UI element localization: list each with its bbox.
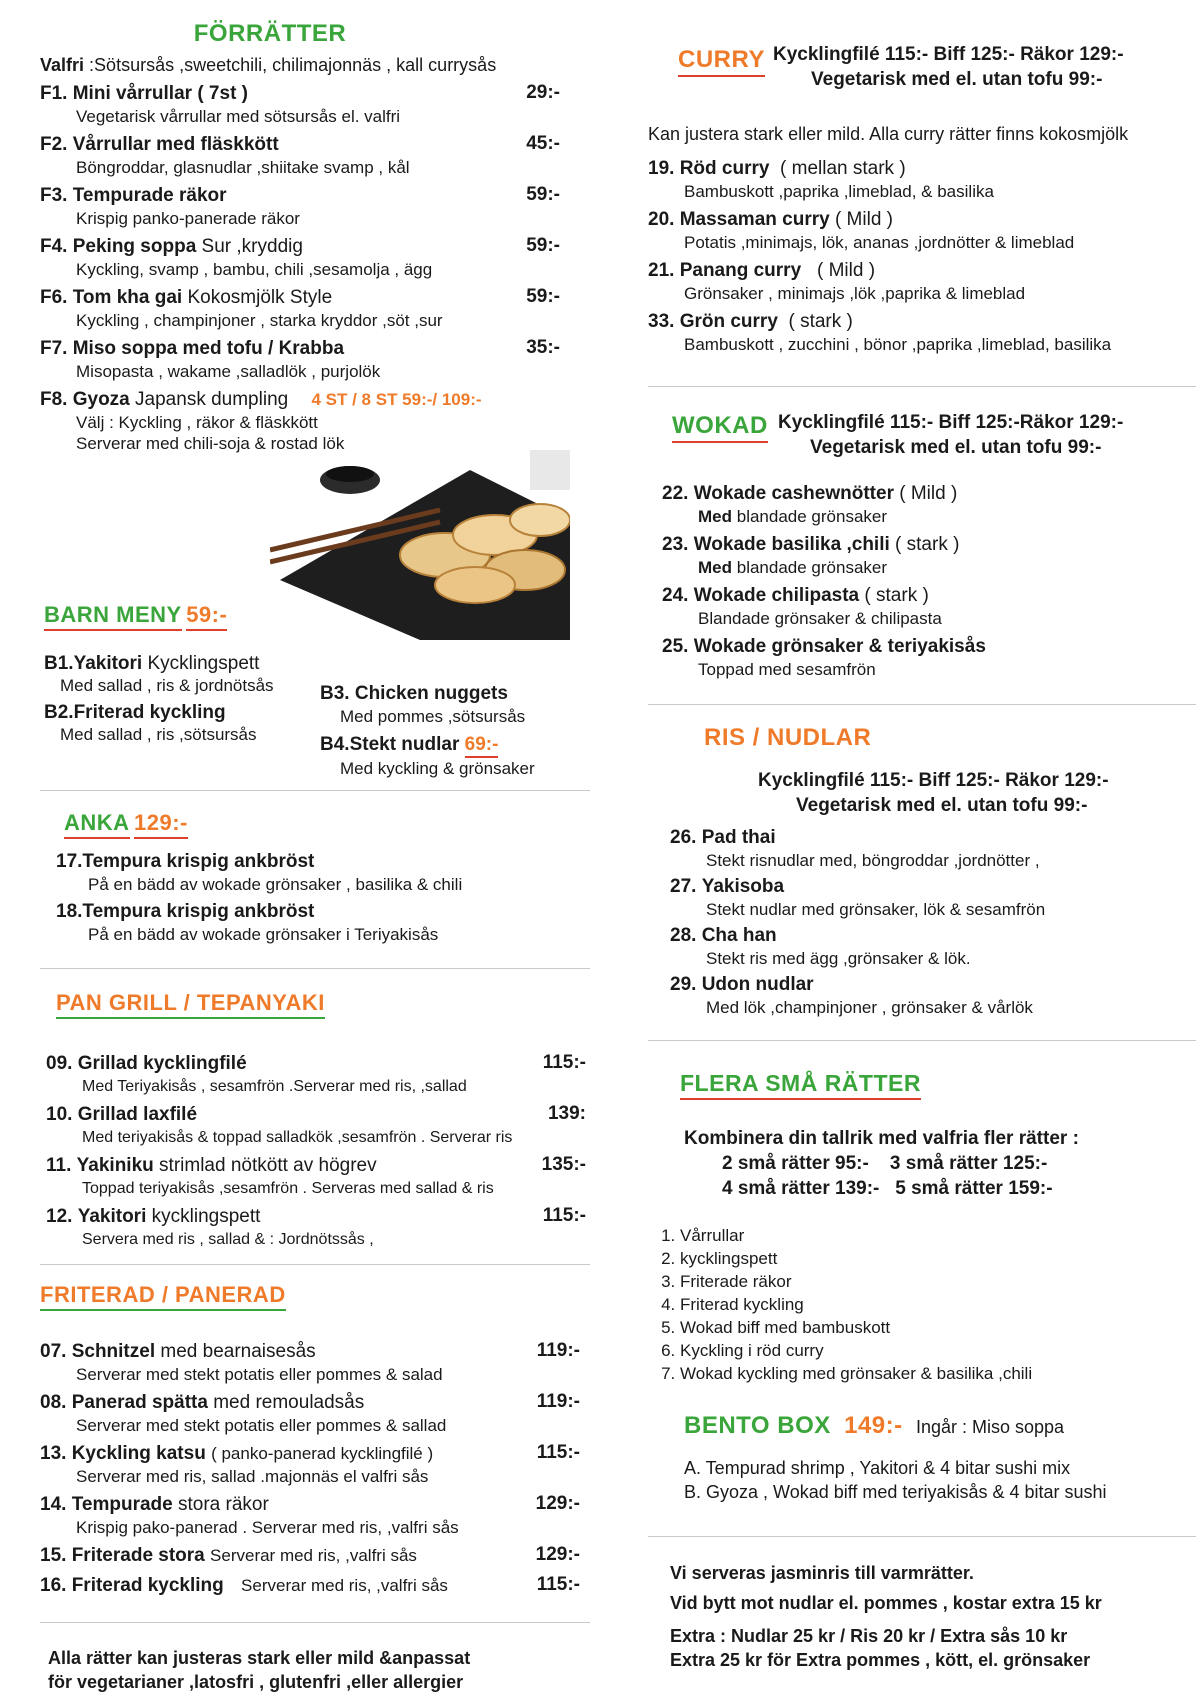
divider bbox=[648, 704, 1196, 705]
menu-item-08 bbox=[40, 1391, 580, 1436]
flera-combo-4: 5 små rätter 159:- bbox=[895, 1178, 1053, 1199]
left-footer bbox=[48, 1646, 470, 1694]
anka-price: 129:- bbox=[134, 810, 188, 839]
menu-item-f7 bbox=[40, 337, 560, 382]
item-name: Grön curry bbox=[679, 311, 778, 332]
barn-title: BARN MENY bbox=[44, 602, 182, 631]
item-code: 08. bbox=[40, 1392, 67, 1413]
anka-18-name: 18.Tempura krispig ankbröst bbox=[56, 901, 315, 922]
gyoza-desc-1: Välj : Kyckling , räkor & fläskkött bbox=[76, 413, 318, 432]
anka-list bbox=[56, 850, 576, 946]
item-desc: Toppad teriyakisås ,sesamfrön . Serveras med sallad & ris bbox=[82, 1180, 494, 1197]
right-column bbox=[648, 36, 1188, 1670]
item-code: F7. bbox=[40, 338, 68, 359]
right-footer-line-3: Extra : Nudlar 25 kr / Ris 20 kr / Extra sås 10 kr bbox=[670, 1626, 1068, 1646]
b1-desc: Med sallad , ris & jordnötsås bbox=[60, 676, 274, 695]
item-desc: blandade grönsaker bbox=[736, 558, 888, 577]
item-desc: Stekt nudlar med grönsaker, lök & sesamfrön bbox=[706, 900, 1046, 919]
friterad-title: FRITERAD / PANERAD bbox=[40, 1282, 286, 1311]
anka-heading bbox=[64, 810, 188, 839]
item-price: 135:- bbox=[541, 1154, 586, 1175]
b4-price: 69:- bbox=[465, 734, 499, 758]
item-price: 129:- bbox=[535, 1493, 580, 1514]
list-item: 5. Wokad biff med bambuskott bbox=[680, 1316, 1168, 1339]
item-price: 115:- bbox=[542, 1052, 586, 1073]
menu-item-13 bbox=[40, 1442, 580, 1487]
item-code: F4. bbox=[40, 236, 68, 257]
ris-heading bbox=[704, 724, 871, 752]
item-name: Mini vårrullar ( 7st ) bbox=[72, 83, 249, 104]
forratter-heading-wrap bbox=[40, 20, 500, 48]
menu-item-07 bbox=[40, 1340, 580, 1385]
item-desc: Stekt risnudlar med, böngroddar ,jordnötter , bbox=[706, 851, 1040, 870]
anka-17-name: 17.Tempura krispig ankbröst bbox=[56, 851, 315, 872]
item-extra: ( stark ) bbox=[788, 311, 853, 332]
b4-desc: Med kyckling & grönsaker bbox=[340, 759, 535, 778]
item-code: 13. bbox=[40, 1443, 67, 1464]
valfri-text: :Sötsursås ,sweetchili, chilimajonnäs , kall currysås bbox=[89, 55, 497, 75]
flera-intro: Kombinera din tallrik med valfria fler rätter : bbox=[684, 1128, 1079, 1149]
item-desc: Med Teriyakisås , sesamfrön .Serverar med ris, ,sallad bbox=[82, 1078, 467, 1095]
item-price: 59:- bbox=[526, 286, 560, 307]
item-desc: Serverar med stekt potatis eller pommes & salad bbox=[76, 1365, 443, 1384]
item-desc: Bambuskott ,paprika ,limeblad, & basilika bbox=[684, 182, 994, 201]
curry-prices-line-1: Kycklingfilé 115:- Biff 125:- Räkor 129:- bbox=[773, 44, 1124, 65]
curry-title: CURRY bbox=[678, 46, 765, 77]
b4-name: B4.Stekt nudlar bbox=[320, 734, 460, 755]
item-desc: Serverar med ris, sallad .majonnäs el valfri sås bbox=[76, 1467, 429, 1486]
item-price: 45:- bbox=[526, 133, 560, 154]
valfri-line bbox=[40, 52, 595, 78]
pangrill-list bbox=[46, 1052, 586, 1256]
item-desc: Toppad med sesamfrön bbox=[698, 660, 876, 679]
item-code: 15. bbox=[40, 1545, 67, 1566]
item-name: Kyckling katsu bbox=[71, 1443, 206, 1464]
ris-prices-line-1: Kycklingfilé 115:- Biff 125:- Räkor 129:- bbox=[758, 770, 1109, 791]
item-name: Friterad kyckling bbox=[71, 1575, 224, 1596]
menu-item-11 bbox=[46, 1154, 586, 1199]
item-price: 59:- bbox=[526, 184, 560, 205]
item-code: F1. bbox=[40, 83, 68, 104]
item-name: Peking soppa bbox=[72, 236, 197, 257]
flera-heading bbox=[680, 1070, 921, 1100]
item-code: 26. bbox=[670, 827, 697, 848]
item-desc: Kyckling , champinjoner , starka kryddor ,söt ,sur bbox=[76, 311, 443, 330]
bento-price: 149:- bbox=[844, 1412, 903, 1439]
item-code: 24. bbox=[662, 585, 689, 606]
wokad-title: WOKAD bbox=[672, 412, 768, 443]
barn-heading bbox=[44, 602, 227, 631]
menu-item-f1 bbox=[40, 82, 560, 127]
anka-title: ANKA bbox=[64, 810, 130, 839]
item-name: Wokade grönsaker & teriyakisås bbox=[693, 636, 986, 657]
item-price: 119:- bbox=[536, 1391, 580, 1412]
b1-name: B1.Yakitori bbox=[44, 653, 143, 674]
curry-note: Kan justera stark eller mild. Alla curry rätter finns kokosmjölk bbox=[648, 124, 1129, 144]
divider bbox=[40, 1264, 590, 1265]
item-desc: Krispig panko-panerade räkor bbox=[76, 209, 300, 228]
anka-17-desc: På en bädd av wokade grönsaker , basilika & chili bbox=[88, 875, 463, 894]
curry-prices bbox=[773, 42, 1124, 92]
item-code: 09. bbox=[46, 1053, 73, 1074]
pangrill-heading bbox=[56, 990, 325, 1019]
barn-right bbox=[320, 682, 600, 780]
item-code: 21. bbox=[648, 260, 675, 281]
menu-item-21 bbox=[648, 259, 1168, 304]
gyoza-dumpling-image bbox=[270, 450, 570, 640]
flera-list bbox=[648, 1224, 1168, 1385]
item-extra: Kokosmjölk Style bbox=[187, 287, 333, 308]
item-code: 07. bbox=[40, 1341, 67, 1362]
wokad-list bbox=[662, 482, 1182, 686]
divider bbox=[40, 790, 590, 791]
item-extra: ( Mild ) bbox=[834, 209, 894, 230]
item-name: Vårrullar med fläskkött bbox=[72, 134, 279, 155]
item-code: 23. bbox=[662, 534, 689, 555]
bento-title: BENTO BOX bbox=[684, 1412, 831, 1439]
item-name: Friterade stora bbox=[71, 1545, 205, 1566]
item-desc: Serverar med stekt potatis eller pommes & sallad bbox=[76, 1416, 447, 1435]
anka-18-desc: På en bädd av wokade grönsaker i Teriyakisås bbox=[88, 925, 439, 944]
divider bbox=[648, 1536, 1196, 1537]
item-code: 28. bbox=[670, 925, 697, 946]
menu-item-f2 bbox=[40, 133, 560, 178]
curry-heading bbox=[648, 36, 1188, 96]
item-price: 59:- bbox=[526, 235, 560, 256]
item-desc: Med lök ,champinjoner , grönsaker & vårlök bbox=[706, 998, 1033, 1017]
menu-item-22 bbox=[662, 482, 1182, 527]
wokad-prices bbox=[778, 410, 1123, 460]
menu-item-09 bbox=[46, 1052, 586, 1097]
item-name: Miso soppa med tofu / Krabba bbox=[72, 338, 345, 359]
divider bbox=[648, 1040, 1196, 1041]
item-desc: Med teriyakisås & toppad salladkök ,sesamfrön . Serverar ris bbox=[82, 1129, 513, 1146]
menu-item-28 bbox=[670, 924, 1190, 969]
bento-options bbox=[684, 1456, 1107, 1504]
item-name: Panerad spätta bbox=[71, 1392, 208, 1413]
item-code: F3. bbox=[40, 185, 68, 206]
item-price: 129:- bbox=[535, 1544, 580, 1565]
menu-item-29 bbox=[670, 973, 1190, 1018]
right-footer-line-2: Vid bytt mot nudlar el. pommes , kostar extra 15 kr bbox=[670, 1593, 1102, 1613]
list-item: 6. Kyckling i röd curry bbox=[680, 1339, 1168, 1362]
item-extra: Serverar med ris, ,valfri sås bbox=[210, 1546, 417, 1565]
menu-item-f3 bbox=[40, 184, 560, 229]
item-name: Pad thai bbox=[701, 827, 776, 848]
item-extra: Serverar med ris, ,valfri sås bbox=[241, 1576, 448, 1595]
bento-option-a: A. Tempurad shrimp , Yakitori & 4 bitar sushi mix bbox=[684, 1458, 1071, 1478]
menu-item-f4 bbox=[40, 235, 560, 280]
menu-item-15 bbox=[40, 1544, 580, 1568]
menu-item-10 bbox=[46, 1103, 586, 1148]
item-extra: ( stark ) bbox=[895, 534, 960, 555]
item-code: 33. bbox=[648, 311, 675, 332]
item-desc: Grönsaker , minimajs ,lök ,paprika & limeblad bbox=[684, 284, 1026, 303]
flera-list-wrap bbox=[648, 1224, 1168, 1385]
b3-name: B3. Chicken nuggets bbox=[320, 683, 508, 704]
ris-title bbox=[704, 724, 871, 752]
item-extra: ( Mild ) bbox=[899, 483, 958, 504]
item-price: 115:- bbox=[536, 1574, 580, 1595]
wokad-prices-line-2: Vegetarisk med el. utan tofu 99:- bbox=[810, 437, 1102, 458]
item-code: F8. bbox=[40, 389, 68, 410]
item-name: Wokade basilika ,chili bbox=[693, 534, 890, 555]
menu-item-26 bbox=[670, 826, 1190, 871]
item-name: Yakisoba bbox=[701, 876, 785, 897]
item-code: 25. bbox=[662, 636, 689, 657]
friterad-heading bbox=[40, 1282, 286, 1311]
item-code: 12. bbox=[46, 1206, 73, 1227]
menu-item-25 bbox=[662, 635, 1182, 680]
item-desc: Vegetarisk vårrullar med sötsursås el. valfri bbox=[76, 107, 401, 126]
barn-price: 59:- bbox=[186, 602, 227, 631]
item-price: 139: bbox=[547, 1103, 586, 1124]
item-name: Yakitori bbox=[77, 1206, 147, 1227]
item-name: Udon nudlar bbox=[701, 974, 814, 995]
left-footer-line-2: för vegetarianer ,latosfri , glutenfri ,eller allergier bbox=[48, 1672, 464, 1692]
item-desc: blandade grönsaker bbox=[736, 507, 888, 526]
item-code: 20. bbox=[648, 209, 675, 230]
item-name: Cha han bbox=[701, 925, 777, 946]
item-code: 22. bbox=[662, 483, 689, 504]
ris-prices bbox=[758, 768, 1109, 818]
bento-option-b: B. Gyoza , Wokad biff med teriyakisås & 4 bitar sushi bbox=[684, 1482, 1107, 1502]
item-desc: Blandade grönsaker & chilipasta bbox=[698, 609, 942, 628]
item-desc: Potatis ,minimajs, lök, ananas ,jordnötter & limeblad bbox=[684, 233, 1075, 252]
menu-item-33 bbox=[648, 310, 1168, 355]
item-extra: ( Mild ) bbox=[816, 260, 876, 281]
flera-title: FLERA SMÅ RÄTTER bbox=[680, 1070, 921, 1100]
pangrill-title: PAN GRILL / TEPANYAKI bbox=[56, 990, 325, 1019]
item-code: F6. bbox=[40, 287, 68, 308]
item-desc: Servera med ris , sallad & : Jordnötssås , bbox=[82, 1231, 374, 1248]
b2-desc: Med sallad , ris ,sötsursås bbox=[60, 725, 257, 744]
ris-title-text: RIS / NUDLAR bbox=[704, 724, 872, 751]
divider bbox=[648, 386, 1196, 387]
divider bbox=[40, 968, 590, 969]
item-name: Grillad kycklingfilé bbox=[77, 1053, 247, 1074]
gyoza-price: 4 ST / 8 ST 59:-/ 109:- bbox=[311, 390, 482, 409]
barn-left bbox=[44, 652, 314, 746]
list-item: 3. Friterade räkor bbox=[680, 1270, 1168, 1293]
divider bbox=[40, 1622, 590, 1623]
friterad-list bbox=[40, 1340, 580, 1604]
item-desc: Kyckling, svamp , bambu, chili ,sesamolja , ägg bbox=[76, 260, 433, 279]
item-price: 35:- bbox=[526, 337, 560, 358]
b2-name: B2.Friterad kyckling bbox=[44, 702, 226, 723]
item-name: Tom kha gai bbox=[72, 287, 183, 308]
forratter-list bbox=[40, 82, 560, 454]
forratter-title: FÖRRÄTTER bbox=[193, 20, 347, 47]
menu-item-f6 bbox=[40, 286, 560, 331]
wokad-heading bbox=[672, 412, 1192, 458]
item-code: 16. bbox=[40, 1575, 67, 1596]
right-footer bbox=[670, 1558, 1102, 1672]
item-name: Wokade chilipasta bbox=[693, 585, 860, 606]
item-desc-bold: Med bbox=[698, 507, 732, 526]
menu-item-20 bbox=[648, 208, 1168, 253]
item-name: Yakiniku bbox=[76, 1155, 154, 1176]
item-desc: Böngroddar, glasnudlar ,shiitake svamp , kål bbox=[76, 158, 410, 177]
menu-item-12 bbox=[46, 1205, 586, 1250]
ris-prices-line-2: Vegetarisk med el. utan tofu 99:- bbox=[796, 795, 1088, 816]
flera-combos bbox=[684, 1126, 1079, 1201]
flera-combo-1: 2 små rätter 95:- bbox=[722, 1153, 869, 1174]
menu-item-23 bbox=[662, 533, 1182, 578]
flera-combo-2: 3 små rätter 125:- bbox=[889, 1153, 1048, 1174]
right-footer-line-1: Vi serveras jasminris till varmrätter. bbox=[670, 1563, 974, 1583]
bento-includes: Ingår : Miso soppa bbox=[915, 1417, 1065, 1437]
item-price: 115:- bbox=[536, 1442, 580, 1463]
b1-extra: Kycklingspett bbox=[147, 653, 260, 674]
item-desc: Misopasta , wakame ,salladlök , purjolök bbox=[76, 362, 381, 381]
menu-item-16 bbox=[40, 1574, 580, 1598]
item-extra: strimlad nötkött av högrev bbox=[159, 1155, 377, 1176]
item-name: Röd curry bbox=[679, 158, 770, 179]
wokad-prices-line-1: Kycklingfilé 115:- Biff 125:-Räkor 129:- bbox=[778, 412, 1124, 433]
left-column bbox=[40, 20, 595, 1692]
curry-list bbox=[648, 157, 1168, 355]
list-item: 1. Vårrullar bbox=[680, 1224, 1168, 1247]
item-name: Panang curry bbox=[679, 260, 802, 281]
gyoza-desc-2: Serverar med chili-soja & rostad lök bbox=[76, 434, 345, 453]
menu-item-f8 bbox=[40, 388, 560, 454]
item-extra: ( panko-panerad kycklingfilé ) bbox=[211, 1444, 434, 1463]
menu-item-24 bbox=[662, 584, 1182, 629]
item-code: 19. bbox=[648, 158, 675, 179]
item-extra: med bearnaisesås bbox=[160, 1341, 316, 1362]
item-name: Schnitzel bbox=[71, 1341, 156, 1362]
item-extra: ( mellan stark ) bbox=[780, 158, 906, 179]
item-code: 10. bbox=[46, 1104, 73, 1125]
list-item: 4. Friterad kyckling bbox=[680, 1293, 1168, 1316]
item-price: 29:- bbox=[526, 82, 560, 103]
ris-list bbox=[670, 826, 1190, 1022]
item-extra: kycklingspett bbox=[151, 1206, 261, 1227]
item-desc: Stekt ris med ägg ,grönsaker & lök. bbox=[706, 949, 971, 968]
right-footer-line-4: Extra 25 kr för Extra pommes , kött, el. grönsaker bbox=[670, 1650, 1091, 1670]
list-item: 2. kycklingspett bbox=[680, 1247, 1168, 1270]
item-name: Gyoza bbox=[72, 389, 130, 410]
item-extra: stora räkor bbox=[178, 1494, 269, 1515]
bento-heading bbox=[684, 1412, 1064, 1440]
item-desc: Krispig pako-panerad . Serverar med ris, ,valfri sås bbox=[76, 1518, 459, 1537]
item-price: 119:- bbox=[536, 1340, 580, 1361]
item-code: 14. bbox=[40, 1494, 67, 1515]
item-name: Tempurade bbox=[71, 1494, 173, 1515]
menu-item-14 bbox=[40, 1493, 580, 1538]
b3-desc: Med pommes ,sötsursås bbox=[340, 707, 526, 726]
item-code: 27. bbox=[670, 876, 697, 897]
item-extra: Sur ,kryddig bbox=[201, 236, 303, 257]
item-code: 29. bbox=[670, 974, 697, 995]
item-extra: ( stark ) bbox=[864, 585, 929, 606]
item-name: Tempurade räkor bbox=[72, 185, 227, 206]
left-footer-line-1: Alla rätter kan justeras stark eller mild &anpassat bbox=[48, 1648, 471, 1668]
item-name: Wokade cashewnötter bbox=[693, 483, 894, 504]
item-code: F2. bbox=[40, 134, 68, 155]
flera-combo-3: 4 små rätter 139:- bbox=[722, 1178, 880, 1199]
item-name: Grillad laxfilé bbox=[77, 1104, 198, 1125]
item-desc-bold: Med bbox=[698, 558, 732, 577]
valfri-label: Valfri bbox=[40, 55, 85, 75]
menu-item-27 bbox=[670, 875, 1190, 920]
item-code: 11. bbox=[46, 1155, 72, 1176]
item-desc: Bambuskott , zucchini , bönor ,paprika ,limeblad, basilika bbox=[684, 335, 1112, 354]
menu-item-19 bbox=[648, 157, 1168, 202]
item-price: 115:- bbox=[542, 1205, 586, 1226]
list-item: 7. Wokad kyckling med grönsaker & basilika ,chili bbox=[680, 1362, 1168, 1385]
item-name: Massaman curry bbox=[679, 209, 830, 230]
curry-prices-line-2: Vegetarisk med el. utan tofu 99:- bbox=[811, 69, 1103, 90]
item-extra: Japansk dumpling bbox=[135, 389, 289, 410]
item-extra: med remouladsås bbox=[213, 1392, 365, 1413]
